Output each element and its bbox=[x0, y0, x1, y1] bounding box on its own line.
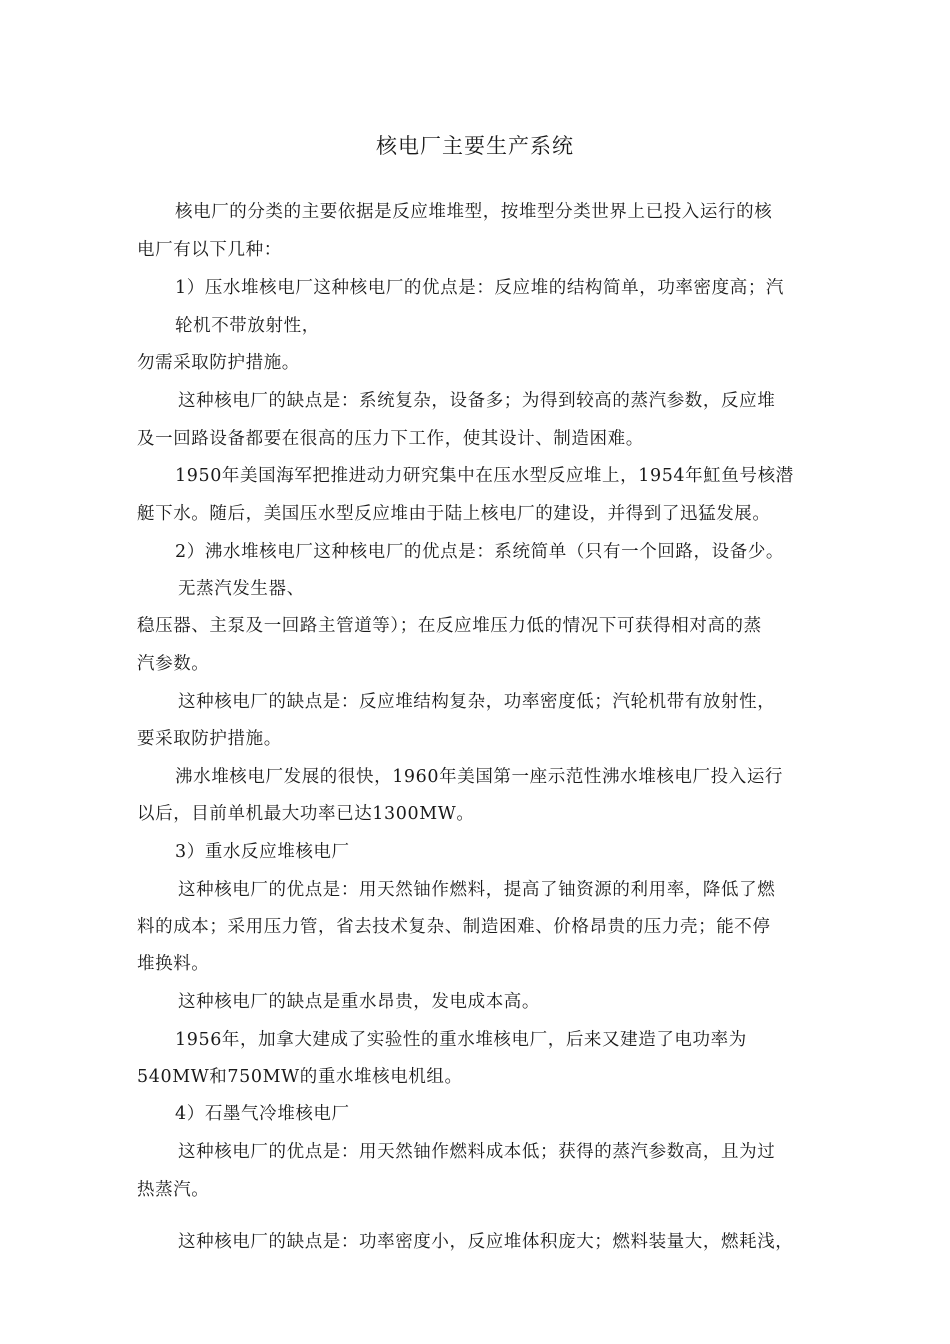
text-line: 电厂有以下几种： bbox=[137, 240, 282, 260]
text-line: 沸水堆核电厂发展的很快，1960年美国第一座示范性沸水堆核电厂投入运行 bbox=[175, 767, 784, 787]
text-line: 2）沸水堆核电厂这种核电厂的优点是：系统简单（只有一个回路，设备少。 bbox=[175, 542, 785, 562]
text-line: 1950年美国海军把推进动力研究集中在压水型反应堆上，1954年魟鱼号核潜 bbox=[175, 466, 794, 486]
text-line: 稳压器、主泵及一回路主管道等）；在反应堆压力低的情况下可获得相对高的蒸 bbox=[137, 616, 762, 636]
text-line: 无蒸汽发生器、 bbox=[178, 579, 305, 599]
text-line: 这种核电厂的缺点是：反应堆结构复杂，功率密度低；汽轮机带有放射性， bbox=[178, 692, 776, 712]
text-line: 热蒸汽。 bbox=[137, 1180, 210, 1200]
text-line: 要采取防护措施。 bbox=[137, 729, 282, 749]
text-line: 轮机不带放射性， bbox=[175, 316, 320, 336]
text-line: 3）重水反应堆核电厂 bbox=[175, 842, 350, 862]
text-line: 540MW和750MW的重水堆核电机组。 bbox=[137, 1067, 463, 1087]
text-line: 1956年，加拿大建成了实验性的重水堆核电厂，后来又建造了电功率为 bbox=[175, 1030, 747, 1050]
text-line: 核电厂的分类的主要依据是反应堆堆型，按堆型分类世界上已投入运行的核 bbox=[175, 202, 773, 222]
text-line: 这种核电厂的优点是：用天然铀作燃料，提高了铀资源的利用率，降低了燃 bbox=[178, 880, 776, 900]
text-line: 及一回路设备都要在很高的压力下工作，使其设计、制造困难。 bbox=[137, 429, 644, 449]
text-line: 汽参数。 bbox=[137, 654, 210, 674]
text-line: 堆换料。 bbox=[137, 954, 210, 974]
text-line: 料的成本；采用压力管，省去技术复杂、制造困难、价格昂贵的压力壳；能不停 bbox=[137, 917, 771, 937]
text-line: 1）压水堆核电厂这种核电厂的优点是：反应堆的结构简单，功率密度高；汽 bbox=[175, 278, 785, 298]
page-title: 核电厂主要生产系统 bbox=[376, 134, 574, 158]
text-line: 这种核电厂的缺点是：系统复杂，设备多；为得到较高的蒸汽参数，反应堆 bbox=[178, 391, 776, 411]
text-line: 以后，目前单机最大功率已达1300MW。 bbox=[137, 804, 475, 824]
text-line: 这种核电厂的缺点是重水昂贵，发电成本高。 bbox=[178, 992, 540, 1012]
text-line: 艇下水。随后，美国压水型反应堆由于陆上核电厂的建设，并得到了迅猛发展。 bbox=[137, 504, 771, 524]
text-line: 这种核电厂的缺点是：功率密度小，反应堆体积庞大；燃料装量大，燃耗浅， bbox=[178, 1232, 794, 1252]
text-line: 勿需采取防护措施。 bbox=[137, 353, 300, 373]
text-line: 这种核电厂的优点是：用天然铀作燃料成本低；获得的蒸汽参数高，且为过 bbox=[178, 1142, 776, 1162]
text-line: 4）石墨气冷堆核电厂 bbox=[175, 1104, 350, 1124]
